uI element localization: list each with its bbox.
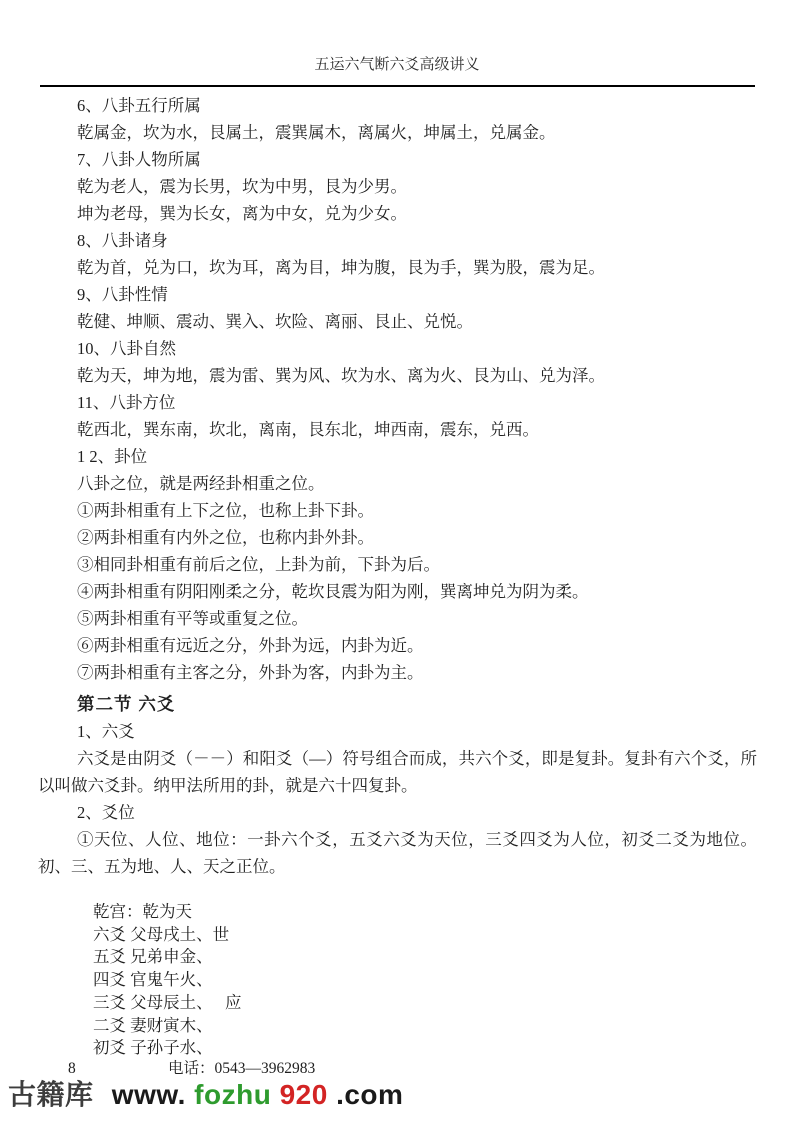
paragraph-line: 7、八卦人物所属 [77, 150, 201, 169]
watermark-segment: 古籍库 [8, 1079, 94, 1110]
header-rule-line [40, 85, 755, 87]
paragraph-line: ②两卦相重有内外之位，也称内卦外卦。 [77, 528, 374, 547]
site-watermark [8, 1077, 403, 1113]
paragraph-list [38, 92, 757, 880]
page-header-title: 五运六气断六爻高级讲义 [314, 57, 480, 73]
paragraph-line: ⑦两卦相重有主客之分，外卦为客，内卦为主。 [77, 663, 424, 682]
paragraph-line: 乾属金，坎为水，艮属土，震巽属木，离属火，坤属土，兑属金。 [77, 123, 556, 142]
footer-phone: 电话：0543—3962983 [168, 1060, 316, 1077]
watermark-segment: 920 [279, 1079, 328, 1110]
paragraph-line: 乾西北，巽东南，坎北，离南，艮东北，坤西南，震东，兑西。 [77, 420, 539, 439]
hexagram-line: 四爻 官鬼午火、 [93, 970, 213, 990]
paragraph-line: 1、六爻 [77, 722, 135, 741]
paragraph-line: 11、八卦方位 [77, 393, 176, 412]
paragraph-line: ⑥两卦相重有远近之分，外卦为远，内卦为近。 [77, 636, 424, 655]
paragraph-line: 乾为首，兑为口，坎为耳，离为目，坤为腹，艮为手，巽为股，震为足。 [77, 258, 605, 277]
hexagram-table [93, 901, 757, 1060]
paragraph-line: 乾为老人，震为长男，坎为中男，艮为少男。 [77, 177, 407, 196]
paragraph-line: ⑤两卦相重有平等或重复之位。 [77, 609, 308, 628]
hexagram-line: 三爻 父母辰土、 应 [93, 992, 242, 1012]
paragraph-line: ①天位、人位、地位：一卦六个爻，五爻六爻为天位，三爻四爻为人位，初爻二爻为地位。初、三、五为地、人、天之正位。 [38, 830, 757, 876]
paragraph-line: ③相同卦相重有前后之位，上卦为前，下卦为后。 [77, 555, 440, 574]
document-body [38, 92, 757, 1060]
paragraph-line: 坤为老母，巽为长女，离为中女，兑为少女。 [77, 204, 407, 223]
hexagram-line: 六爻 父母戌土、世 [93, 924, 230, 944]
page-number: 8 [68, 1060, 76, 1077]
paragraph-line: 6、八卦五行所属 [77, 96, 201, 115]
paragraph-line: 六爻是由阴爻（－－）和阳爻（—）符号组合而成，共六个爻，即是复卦。复卦有六个爻，所以叫做六爻卦。纳甲法所用的卦，就是六十四复卦。 [38, 749, 757, 795]
paragraph-line: 1 2、卦位 [77, 447, 148, 466]
hexagram-line: 二爻 妻财寅木、 [93, 1015, 213, 1035]
watermark-segment: www. [111, 1079, 186, 1110]
watermark-segment: fozhu [194, 1079, 272, 1110]
paragraph-line: 乾为天，坤为地，震为雷、巽为风、坎为水、离为火、艮为山、兑为泽。 [77, 366, 605, 385]
paragraph-line: 9、八卦性情 [77, 285, 168, 304]
paragraph-line: 乾健、坤顺、震动、巽入、坎险、离丽、艮止、兑悦。 [77, 312, 473, 331]
hexagram-line: 五爻 兄弟申金、 [93, 947, 213, 967]
paragraph-line: 8、八卦诸身 [77, 231, 168, 250]
paragraph-line: 10、八卦自然 [77, 339, 176, 358]
hexagram-line: 初爻 子孙子水、 [93, 1038, 213, 1058]
watermark-segment: .com [336, 1079, 404, 1110]
paragraph-line: 第二节 六爻 [77, 694, 176, 714]
paragraph-line: ④两卦相重有阴阳刚柔之分，乾坎艮震为阳为刚，巽离坤兑为阴为柔。 [77, 582, 589, 601]
paragraph-line: 2、爻位 [77, 803, 135, 822]
paragraph-line: 八卦之位，就是两经卦相重之位。 [77, 474, 325, 493]
paragraph-line: ①两卦相重有上下之位，也称上卦下卦。 [77, 501, 374, 520]
hexagram-line: 乾宫：乾为天 [93, 902, 192, 921]
